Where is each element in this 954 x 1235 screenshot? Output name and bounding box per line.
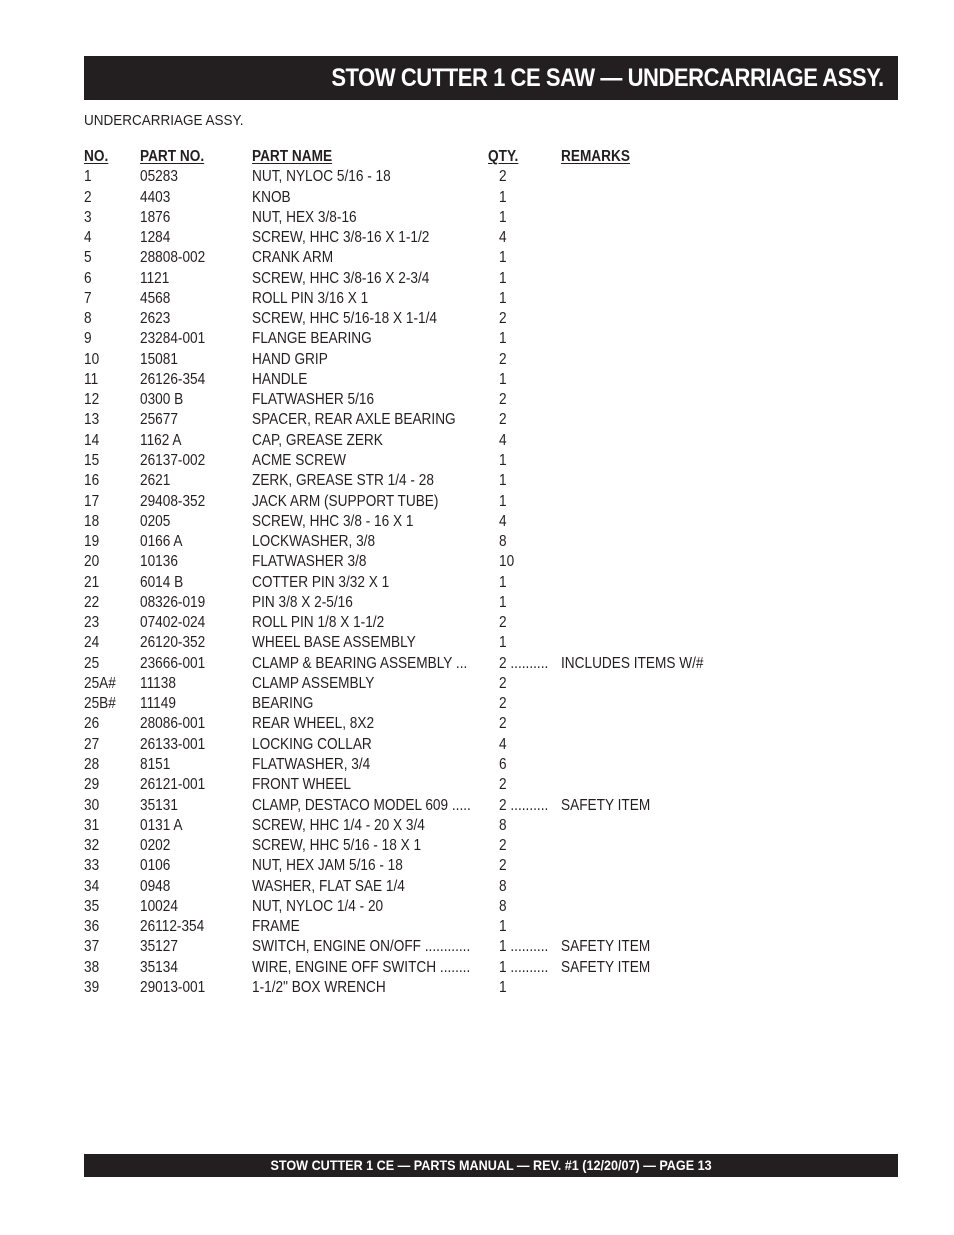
item-number: 20 (84, 553, 100, 571)
table-row (84, 633, 844, 653)
item-number: 25B# (84, 695, 116, 713)
quantity: 2 .......... (499, 796, 549, 814)
table-row (84, 512, 844, 532)
part-number: 0300 B (140, 391, 184, 409)
item-number: 27 (84, 735, 100, 753)
table-row (84, 714, 844, 734)
table-row (84, 228, 844, 248)
table-row (84, 674, 844, 694)
table-row (84, 471, 844, 491)
item-number: 25A# (84, 674, 116, 692)
table-row (84, 410, 844, 430)
part-number: 10136 (140, 553, 178, 571)
item-number: 11 (84, 370, 99, 388)
item-number: 23 (84, 614, 100, 632)
item-number: 16 (84, 472, 100, 490)
quantity: 4 (499, 431, 507, 449)
quantity: 1 (499, 451, 507, 469)
quantity: 2 (499, 614, 507, 632)
part-name: SCREW, HHC 1/4 - 20 X 3/4 (252, 816, 425, 834)
item-number: 31 (84, 816, 100, 834)
part-number: 4568 (140, 289, 171, 307)
item-number: 2 (84, 188, 92, 206)
part-name: NUT, HEX 3/8-16 (252, 208, 357, 226)
table-row (84, 289, 844, 309)
item-number: 8 (84, 310, 92, 328)
part-name: HAND GRIP (252, 350, 328, 368)
part-number: 26126-354 (140, 370, 206, 388)
table-row (84, 431, 844, 451)
quantity: 1 (499, 269, 507, 287)
table-row (84, 897, 844, 917)
footer-text: STOW CUTTER 1 CE — PARTS MANUAL — REV. #1 (12/20/07) — PAGE 13 (270, 1157, 712, 1173)
quantity: 1 (499, 370, 507, 388)
table-row (84, 613, 844, 633)
item-number: 12 (84, 391, 100, 409)
remarks: SAFETY ITEM (561, 958, 651, 976)
table-row (84, 350, 844, 370)
part-name: WASHER, FLAT SAE 1/4 (252, 877, 405, 895)
quantity: 4 (499, 735, 507, 753)
quantity: 1 (499, 188, 507, 206)
part-name: FLANGE BEARING (252, 330, 372, 348)
table-row (84, 269, 844, 289)
item-number: 18 (84, 512, 100, 530)
part-number: 0948 (140, 877, 171, 895)
part-name: SCREW, HHC 3/8-16 X 2-3/4 (252, 269, 430, 287)
quantity: 2 (499, 715, 507, 733)
table-row (84, 248, 844, 268)
part-name: ROLL PIN 1/8 X 1-1/2 (252, 614, 385, 632)
part-number: 05283 (140, 168, 178, 186)
part-number: 28808-002 (140, 249, 206, 267)
item-number: 5 (84, 249, 92, 267)
part-name: LOCKWASHER, 3/8 (252, 533, 376, 551)
item-number: 7 (84, 289, 92, 307)
part-name: LOCKING COLLAR (252, 735, 372, 753)
quantity: 2 (499, 837, 507, 855)
table-row (84, 309, 844, 329)
part-name: NUT, HEX JAM 5/16 - 18 (252, 857, 403, 875)
table-row (84, 451, 844, 471)
column-header-no: NO. (84, 148, 109, 165)
part-name: FRAME (252, 918, 300, 936)
table-row (84, 694, 844, 714)
quantity: 2 (499, 391, 507, 409)
part-name: CAP, GREASE ZERK (252, 431, 383, 449)
table-row (84, 654, 844, 674)
item-number: 6 (84, 269, 92, 287)
table-row (84, 735, 844, 755)
quantity: 1 (499, 573, 507, 591)
item-number: 17 (84, 492, 100, 510)
part-number: 8151 (140, 755, 171, 773)
part-number: 29408-352 (140, 492, 206, 510)
parts-table-body (84, 167, 844, 998)
table-row (84, 816, 844, 836)
part-number: 08326-019 (140, 593, 206, 611)
part-number: 26121-001 (140, 776, 206, 794)
item-number: 25 (84, 654, 100, 672)
quantity: 8 (499, 897, 507, 915)
part-number: 23284-001 (140, 330, 206, 348)
table-row (84, 593, 844, 613)
item-number: 1 (84, 168, 92, 186)
part-name: CLAMP & BEARING ASSEMBLY ... (252, 654, 468, 672)
quantity: 1 .......... (499, 958, 549, 976)
quantity: 1 (499, 918, 507, 936)
item-number: 3 (84, 208, 92, 226)
part-number: 25677 (140, 411, 178, 429)
table-row (84, 937, 844, 957)
parts-table (84, 147, 844, 998)
part-name: HANDLE (252, 370, 308, 388)
quantity: 2 (499, 857, 507, 875)
remarks: INCLUDES ITEMS W/# (561, 654, 704, 672)
part-number: 1284 (140, 229, 171, 247)
item-number: 39 (84, 978, 100, 996)
part-name: SCREW, HHC 3/8 - 16 X 1 (252, 512, 414, 530)
part-number: 1121 (140, 269, 170, 287)
part-name: PIN 3/8 X 2-5/16 (252, 593, 353, 611)
part-name: NUT, NYLOC 1/4 - 20 (252, 897, 384, 915)
part-name: CRANK ARM (252, 249, 334, 267)
part-number: 26120-352 (140, 634, 206, 652)
quantity: 1 (499, 492, 507, 510)
quantity: 8 (499, 533, 507, 551)
part-number: 26133-001 (140, 735, 206, 753)
item-number: 26 (84, 715, 100, 733)
quantity: 2 (499, 411, 507, 429)
item-number: 21 (84, 573, 100, 591)
quantity: 1 .......... (499, 938, 549, 956)
quantity: 2 (499, 350, 507, 368)
table-row (84, 573, 844, 593)
column-header-part-name: PART NAME (252, 148, 333, 165)
part-number: 11138 (140, 674, 176, 692)
table-row (84, 755, 844, 775)
quantity: 2 (499, 168, 507, 186)
table-row (84, 775, 844, 795)
item-number: 30 (84, 796, 100, 814)
quantity: 4 (499, 512, 507, 530)
item-number: 33 (84, 857, 100, 875)
quantity: 2 (499, 674, 507, 692)
part-number: 2621 (140, 472, 171, 490)
item-number: 29 (84, 776, 100, 794)
item-number: 38 (84, 958, 100, 976)
quantity: 1 (499, 634, 507, 652)
part-name: SWITCH, ENGINE ON/OFF ............ (252, 938, 471, 956)
table-row (84, 188, 844, 208)
part-number: 2623 (140, 310, 171, 328)
table-row (84, 390, 844, 410)
quantity: 2 (499, 310, 507, 328)
table-row (84, 856, 844, 876)
part-name: ROLL PIN 3/16 X 1 (252, 289, 369, 307)
column-header-qty: QTY. (488, 148, 519, 165)
part-name: SCREW, HHC 5/16 - 18 X 1 (252, 837, 422, 855)
part-name: CLAMP, DESTACO MODEL 609 ..... (252, 796, 471, 814)
part-name: SCREW, HHC 3/8-16 X 1-1/2 (252, 229, 430, 247)
item-number: 35 (84, 897, 100, 915)
part-name: REAR WHEEL, 8X2 (252, 715, 375, 733)
section-label: UNDERCARRIAGE ASSY. (84, 112, 244, 129)
part-number: 6014 B (140, 573, 184, 591)
part-name: KNOB (252, 188, 291, 206)
item-number: 37 (84, 938, 100, 956)
table-row (84, 492, 844, 512)
part-name: FLATWASHER 3/8 (252, 553, 367, 571)
column-header-part-no: PART NO. (140, 148, 205, 165)
part-number: 1162 A (140, 431, 182, 449)
part-number: 15081 (140, 350, 178, 368)
item-number: 19 (84, 533, 100, 551)
part-number: 11149 (140, 695, 176, 713)
part-number: 35134 (140, 958, 178, 976)
table-row (84, 329, 844, 349)
page-title: STOW CUTTER 1 CE SAW — UNDERCARRIAGE ASSY. (331, 64, 884, 92)
table-row (84, 836, 844, 856)
part-name: BEARING (252, 695, 314, 713)
part-name: FRONT WHEEL (252, 776, 352, 794)
part-name: 1-1/2" BOX WRENCH (252, 978, 386, 996)
item-number: 36 (84, 918, 100, 936)
item-number: 4 (84, 229, 92, 247)
parts-table-header (84, 147, 844, 167)
table-row (84, 877, 844, 897)
page-title-bar (84, 56, 898, 100)
part-number: 0131 A (140, 816, 183, 834)
part-name: NUT, NYLOC 5/16 - 18 (252, 168, 391, 186)
part-number: 29013-001 (140, 978, 206, 996)
column-header-remarks: REMARKS (561, 148, 630, 165)
table-row (84, 552, 844, 572)
remarks: SAFETY ITEM (561, 938, 651, 956)
quantity: 2 .......... (499, 654, 549, 672)
part-number: 23666-001 (140, 654, 206, 672)
item-number: 24 (84, 634, 100, 652)
quantity: 1 (499, 593, 507, 611)
part-name: CLAMP ASSEMBLY (252, 674, 375, 692)
part-name: FLATWASHER, 3/4 (252, 755, 371, 773)
item-number: 32 (84, 837, 100, 855)
item-number: 10 (84, 350, 100, 368)
part-number: 0205 (140, 512, 171, 530)
part-name: WIRE, ENGINE OFF SWITCH ........ (252, 958, 471, 976)
part-name: SPACER, REAR AXLE BEARING (252, 411, 456, 429)
quantity: 1 (499, 330, 507, 348)
part-name: JACK ARM (SUPPORT TUBE) (252, 492, 439, 510)
quantity: 1 (499, 289, 507, 307)
part-number: 10024 (140, 897, 178, 915)
quantity: 2 (499, 695, 507, 713)
item-number: 22 (84, 593, 100, 611)
quantity: 1 (499, 208, 507, 226)
table-row (84, 370, 844, 390)
table-row (84, 167, 844, 187)
part-number: 0202 (140, 837, 171, 855)
quantity: 1 (499, 249, 507, 267)
part-name: WHEEL BASE ASSEMBLY (252, 634, 416, 652)
part-name: COTTER PIN 3/32 X 1 (252, 573, 390, 591)
part-name: ACME SCREW (252, 451, 346, 469)
part-number: 26137-002 (140, 451, 206, 469)
quantity: 8 (499, 877, 507, 895)
item-number: 28 (84, 755, 100, 773)
quantity: 4 (499, 229, 507, 247)
part-number: 28086-001 (140, 715, 206, 733)
part-name: SCREW, HHC 5/16-18 X 1-1/4 (252, 310, 437, 328)
part-number: 35131 (140, 796, 178, 814)
item-number: 15 (84, 451, 100, 469)
part-number: 0106 (140, 857, 171, 875)
quantity: 8 (499, 816, 507, 834)
quantity: 1 (499, 978, 507, 996)
table-row (84, 208, 844, 228)
part-number: 0166 A (140, 533, 183, 551)
part-number: 35127 (140, 938, 178, 956)
quantity: 6 (499, 755, 507, 773)
part-name: FLATWASHER 5/16 (252, 391, 375, 409)
remarks: SAFETY ITEM (561, 796, 651, 814)
table-row (84, 796, 844, 816)
item-number: 9 (84, 330, 92, 348)
item-number: 34 (84, 877, 100, 895)
footer-bar (84, 1154, 898, 1177)
table-row (84, 532, 844, 552)
quantity: 1 (499, 472, 507, 490)
table-row (84, 958, 844, 978)
table-row (84, 917, 844, 937)
part-number: 1876 (140, 208, 171, 226)
part-name: ZERK, GREASE STR 1/4 - 28 (252, 472, 434, 490)
item-number: 14 (84, 431, 100, 449)
item-number: 13 (84, 411, 100, 429)
quantity: 2 (499, 776, 507, 794)
table-row (84, 978, 844, 998)
part-number: 4403 (140, 188, 171, 206)
quantity: 10 (499, 553, 515, 571)
part-number: 07402-024 (140, 614, 206, 632)
part-number: 26112-354 (140, 918, 205, 936)
